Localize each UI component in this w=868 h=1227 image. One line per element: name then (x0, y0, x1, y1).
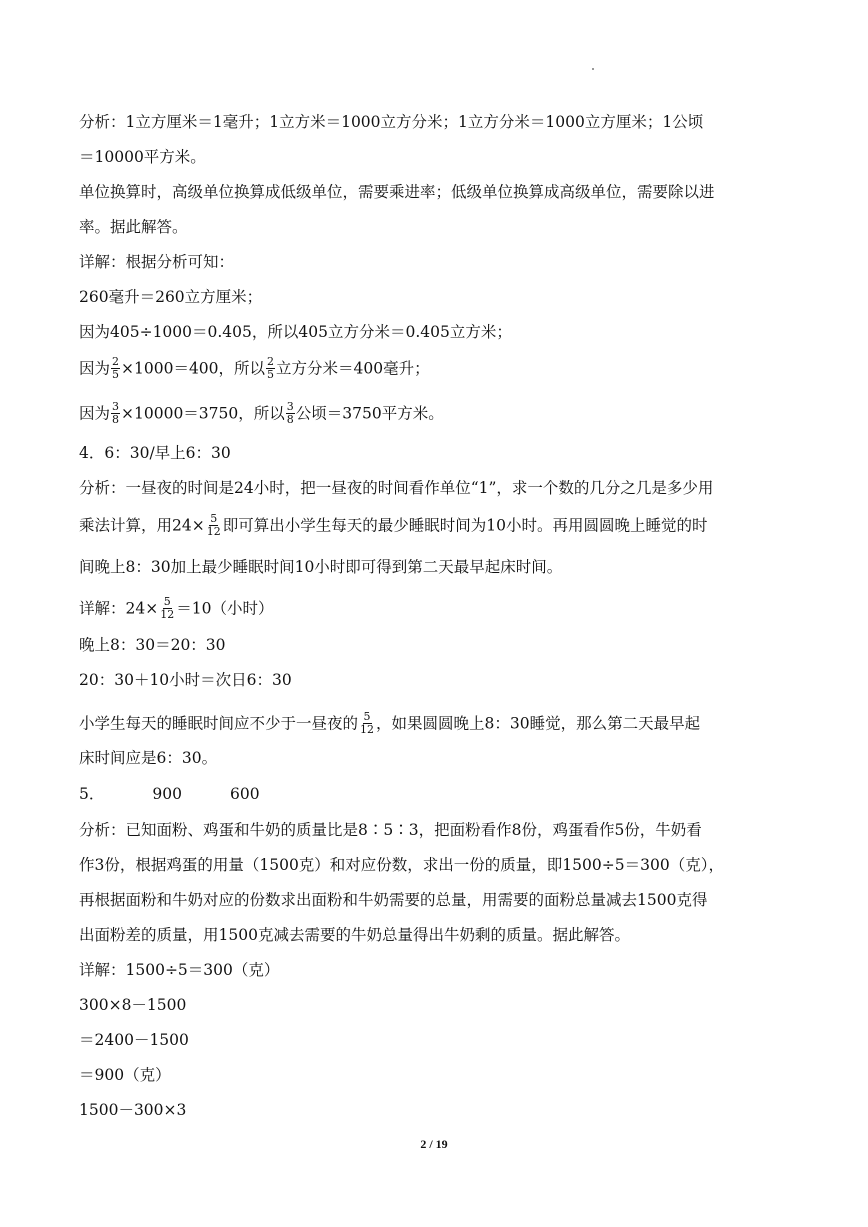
text-line: 间晚上8：30加上最少睡眠时间10小时即可得到第二天最早起床时间。 (79, 558, 563, 576)
fraction (111, 356, 120, 381)
numerator: 5 (163, 595, 171, 608)
text-line: 出面粉差的质量，用1500克减去需要的牛奶总量得出牛奶剩的质量。据此解答。 (79, 926, 630, 944)
numerator: 2 (112, 355, 120, 368)
text-line: 因为405÷1000＝0.405，所以405立方分米＝0.405立方米； (79, 323, 512, 341)
text-span: ，如果圆圆晚上8：30睡觉，那么第二天最早起 (376, 714, 701, 733)
text-line: ＝900（克） (79, 1066, 171, 1084)
scan-mark (592, 68, 594, 70)
fraction (206, 513, 222, 538)
text-line: 20：30＋10小时＝次日6：30 (79, 671, 292, 689)
text-line: 分析：1立方厘米＝1毫升；1立方米＝1000立方分米；1立方分米＝1000立方厘米；1公顷 (79, 113, 704, 131)
text-line: 分析：一昼夜的时间是24小时，把一昼夜的时间看作单位“1”，求一个数的几分之几是多少用 (79, 479, 714, 497)
text-span: ×10000＝3750，所以 (121, 404, 285, 423)
text-line: 300×8－1500 (79, 996, 187, 1014)
denominator: 5 (112, 368, 120, 381)
denominator: 8 (112, 413, 120, 426)
text-line: 260毫升＝260立方厘米； (79, 288, 263, 306)
fraction-line (79, 712, 700, 737)
answer-blank-2: 600 (229, 785, 260, 803)
text-line: 再根据面粉和牛奶对应的份数求出面粉和牛奶需要的总量，用需要的面粉总量减去1500克得 (79, 891, 708, 909)
fraction-line (79, 402, 444, 427)
text-span: 因为 (79, 359, 111, 378)
text-line: 单位换算时，高级单位换算成低级单位，需要乘进率；低级单位换算成高级单位，需要除以进 (79, 183, 715, 201)
text-line: 详解：1500÷5＝300（克） (79, 961, 280, 979)
question-number: 5． (79, 785, 105, 803)
numerator: 3 (286, 400, 294, 413)
denominator: 12 (360, 723, 375, 736)
denominator: 5 (267, 368, 275, 381)
text-line: 分析：已知面粉、鸡蛋和牛奶的质量比是8∶5∶3，把面粉看作8份，鸡蛋看作5份，牛奶看 (79, 821, 702, 839)
page-number: 2 / 19 (420, 1137, 448, 1151)
text-line: 1500－300×3 (79, 1101, 187, 1119)
text-line: ＝2400－1500 (79, 1031, 189, 1049)
numerator: 2 (267, 355, 275, 368)
fraction (159, 596, 175, 621)
text-span: 公顷＝3750平方米。 (295, 404, 444, 423)
denominator: 12 (206, 525, 221, 538)
fraction-line (79, 597, 273, 622)
text-span: 乘法计算，用24× (79, 516, 205, 535)
text-span: 详解：24× (79, 599, 159, 618)
numerator: 3 (112, 400, 120, 413)
text-span: ×1000＝400，所以 (121, 359, 266, 378)
text-span: 小学生每天的睡眠时间应不少于一昼夜的 (79, 714, 359, 733)
text-line: 4．6：30/早上6：30 (79, 444, 231, 462)
text-line: 详解：根据分析可知： (79, 253, 235, 271)
answer-blank-1: 900 (152, 785, 182, 803)
text-line: 率。据此解答。 (79, 218, 188, 236)
text-span: ＝10（小时） (176, 599, 274, 618)
fraction-line (79, 357, 430, 382)
numerator: 5 (210, 512, 218, 525)
fraction (111, 401, 120, 426)
text-line: ＝10000平方米。 (79, 148, 206, 166)
text-span: 立方分米＝400毫升； (276, 359, 430, 378)
fraction (286, 401, 295, 426)
fraction (266, 356, 275, 381)
fraction (359, 711, 375, 736)
denominator: 12 (160, 608, 175, 621)
fraction-line (79, 514, 707, 539)
numerator: 5 (363, 710, 371, 723)
text-line: 床时间应是6：30。 (79, 749, 218, 767)
text-line: 晚上8：30＝20：30 (79, 636, 226, 654)
text-span: 因为 (79, 404, 111, 423)
denominator: 8 (286, 413, 294, 426)
answer-line (79, 784, 260, 804)
text-span: 即可算出小学生每天的最少睡眠时间为10小时。再用圆圆晚上睡觉的时 (222, 516, 708, 535)
text-line: 作3份，根据鸡蛋的用量（1500克）和对应份数，求出一份的质量，即1500÷5＝300（克）， (79, 856, 724, 874)
